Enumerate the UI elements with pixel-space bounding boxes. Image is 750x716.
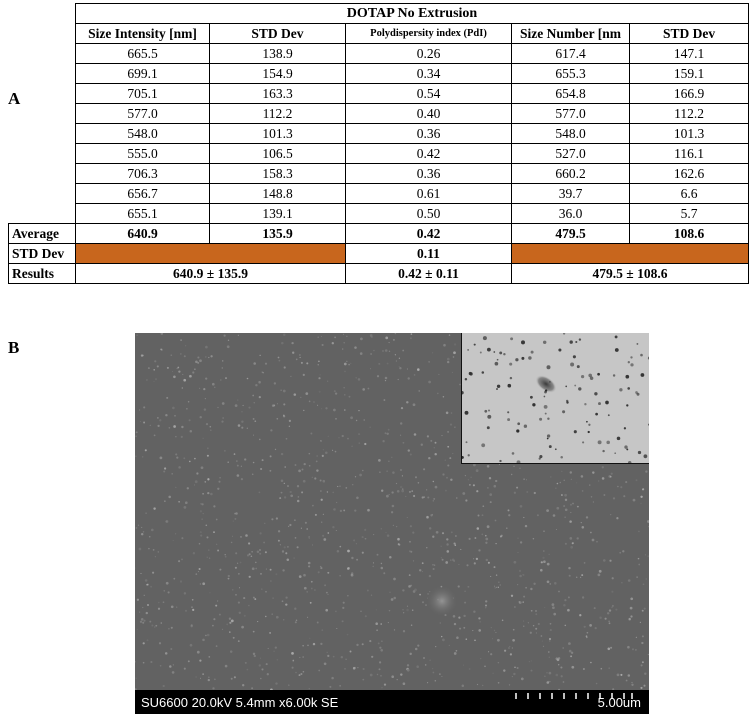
sem-inset-particles [462, 333, 649, 463]
average-size-intensity: 640.9 [76, 224, 210, 244]
cell-size-intensity: 655.1 [76, 204, 210, 224]
header-pdi: Polydispersity index (PdI) [346, 24, 512, 44]
cell-std-dev-intensity: 158.3 [210, 164, 346, 184]
cell-pdi: 0.34 [346, 64, 512, 84]
sem-inset [461, 333, 649, 464]
average-pdi: 0.42 [346, 224, 512, 244]
cell-size-intensity: 656.7 [76, 184, 210, 204]
cell-size-intensity: 706.3 [76, 164, 210, 184]
cell-size-number: 577.0 [512, 104, 630, 124]
cell-std-dev-number: 116.1 [630, 144, 749, 164]
cell-std-dev-number: 6.6 [630, 184, 749, 204]
cell-pdi: 0.42 [346, 144, 512, 164]
cell-size-number: 617.4 [512, 44, 630, 64]
header-std-dev-intensity: STD Dev [210, 24, 346, 44]
cell-std-dev-intensity: 101.3 [210, 124, 346, 144]
average-std-dev-number: 108.6 [630, 224, 749, 244]
scale-bar-label: 5.00um [597, 695, 641, 710]
results-pdi: 0.42 ± 0.11 [346, 264, 512, 284]
table-title: DOTAP No Extrusion [76, 4, 749, 24]
cell-std-dev-number: 147.1 [630, 44, 749, 64]
cell-size-intensity: 699.1 [76, 64, 210, 84]
cell-std-dev-intensity: 106.5 [210, 144, 346, 164]
table-row [9, 64, 749, 84]
cell-std-dev-intensity: 154.9 [210, 64, 346, 84]
sem-micrograph [135, 333, 649, 714]
average-size-number: 479.5 [512, 224, 630, 244]
header-size-number: Size Number [nm [512, 24, 630, 44]
cell-std-dev-number: 162.6 [630, 164, 749, 184]
header-size-intensity: Size Intensity [nm] [76, 24, 210, 44]
table-row [9, 144, 749, 164]
std-dev-highlight-left [76, 244, 346, 264]
cell-size-number: 660.2 [512, 164, 630, 184]
cell-std-dev-intensity: 163.3 [210, 84, 346, 104]
cell-std-dev-intensity: 148.8 [210, 184, 346, 204]
panel-a-label: A [8, 89, 21, 108]
cell-size-intensity: 548.0 [76, 124, 210, 144]
cell-pdi: 0.36 [346, 164, 512, 184]
results-label: Results [9, 264, 76, 284]
std-dev-pdi: 0.11 [346, 244, 512, 264]
cell-size-intensity: 555.0 [76, 144, 210, 164]
results-size-intensity: 640.9 ± 135.9 [76, 264, 346, 284]
table-row [9, 84, 749, 104]
sem-acquisition-info: SU6600 20.0kV 5.4mm x6.00k SE [141, 695, 339, 710]
table-row [9, 44, 749, 64]
table-row [9, 184, 749, 204]
cell-pdi: 0.54 [346, 84, 512, 104]
average-label: Average [9, 224, 76, 244]
cell-std-dev-number: 159.1 [630, 64, 749, 84]
table-row [9, 104, 749, 124]
table-row [9, 204, 749, 224]
cell-size-intensity: 665.5 [76, 44, 210, 64]
std-dev-highlight-right [512, 244, 749, 264]
results-size-number: 479.5 ± 108.6 [512, 264, 749, 284]
cell-size-number: 655.3 [512, 64, 630, 84]
cell-size-intensity: 705.1 [76, 84, 210, 104]
table-row [9, 124, 749, 144]
table-row [9, 164, 749, 184]
cell-pdi: 0.50 [346, 204, 512, 224]
cell-std-dev-intensity: 138.9 [210, 44, 346, 64]
std-dev-row [9, 244, 749, 264]
cell-size-number: 654.8 [512, 84, 630, 104]
cell-size-intensity: 577.0 [76, 104, 210, 124]
results-row [9, 264, 749, 284]
cell-pdi: 0.26 [346, 44, 512, 64]
cell-pdi: 0.40 [346, 104, 512, 124]
panel-b-label: B [8, 338, 20, 357]
average-std-dev-intensity: 135.9 [210, 224, 346, 244]
cell-size-number: 39.7 [512, 184, 630, 204]
cell-pdi: 0.61 [346, 184, 512, 204]
cell-std-dev-number: 101.3 [630, 124, 749, 144]
cell-std-dev-number: 166.9 [630, 84, 749, 104]
std-dev-label: STD Dev [9, 244, 76, 264]
header-std-dev-number: STD Dev [630, 24, 749, 44]
cell-std-dev-intensity: 112.2 [210, 104, 346, 124]
cell-pdi: 0.36 [346, 124, 512, 144]
cell-std-dev-number: 5.7 [630, 204, 749, 224]
cell-std-dev-number: 112.2 [630, 104, 749, 124]
dls-results-table [8, 3, 749, 284]
cell-std-dev-intensity: 139.1 [210, 204, 346, 224]
table-header-row [9, 24, 749, 44]
cell-size-number: 548.0 [512, 124, 630, 144]
cell-size-number: 527.0 [512, 144, 630, 164]
cell-size-number: 36.0 [512, 204, 630, 224]
average-row [9, 224, 749, 244]
sem-info-bar [135, 690, 649, 714]
